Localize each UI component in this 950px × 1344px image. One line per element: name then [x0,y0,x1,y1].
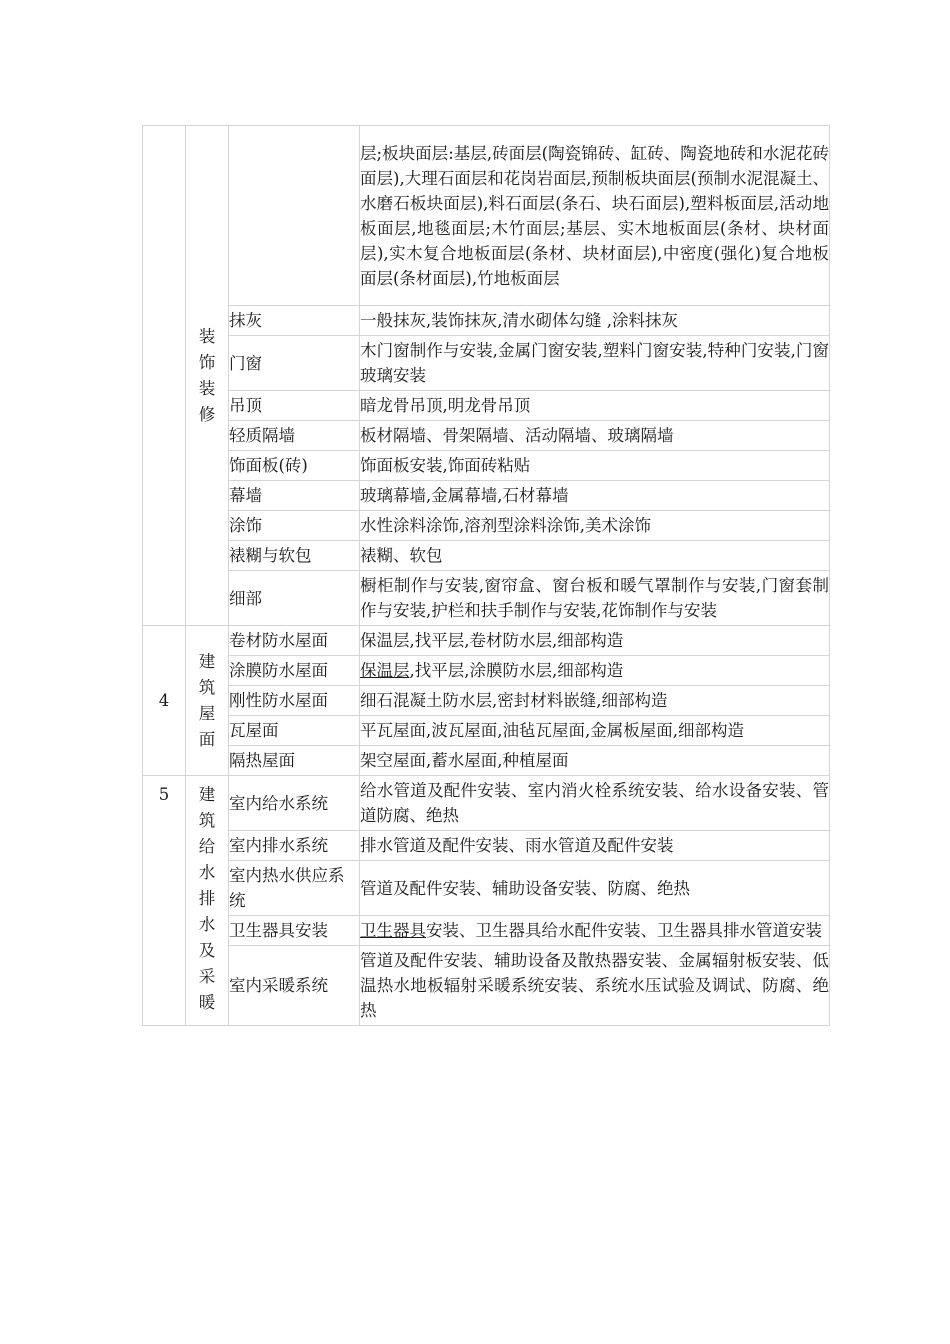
table-row [143,831,830,861]
subdivision-cell [229,126,360,306]
items-cell: 细石混凝土防水层,密封材料嵌缝,细部构造 [360,686,830,716]
table-row [143,126,830,306]
items-cell: 平瓦屋面,波瓦屋面,油毡瓦屋面,金属板屋面,细部构造 [360,716,830,746]
items-cell: 橱柜制作与安装,窗帘盒、窗台板和暖气罩制作与安装,门窗套制作与安装,护栏和扶手制作与安装,花饰制作与安装 [360,571,830,626]
items-cell: 一般抹灰,装饰抹灰,清水砌体勾缝 ,涂料抹灰 [360,306,830,336]
subdivision-cell: 轻质隔墙 [229,421,360,451]
division-number-cell: 4 [143,626,186,776]
item-text: 安装、卫生器具给水配件安装、卫生器具排水管道安装 [426,921,822,940]
subdivision-cell: 室内采暖系统 [229,946,360,1026]
subdivision-cell: 刚性防水屋面 [229,686,360,716]
items-cell: 板材隔墙、骨架隔墙、活动隔墙、玻璃隔墙 [360,421,830,451]
subdivision-cell: 室内热水供应系统 [229,861,360,916]
table-row [143,861,830,916]
items-cell: 架空屋面,蓄水屋面,种植屋面 [360,746,830,776]
items-cell: 层;板块面层:基层,砖面层(陶瓷锦砖、缸砖、陶瓷地砖和水泥花砖面层),大理石面层和花岗岩面层,预制板块面层(预制水泥混凝土、水磨石板块面层),料石面层(条石、块石面层),塑料板面层,活动地板面层,地毯面层;木竹面层;基层、实木地板面层(条材、块材面层),实木复合地板面层(条材、块材面层),中密度(强化)复合地板面层(条材面层),竹地板面层 [360,126,830,306]
table-row [143,421,830,451]
subdivision-cell: 室内排水系统 [229,831,360,861]
items-cell: 饰面板安装,饰面砖粘贴 [360,451,830,481]
construction-division-table [142,125,830,1026]
items-cell: 暗龙骨吊顶,明龙骨吊顶 [360,391,830,421]
division-number-cell: 5 [143,776,186,1026]
division-number-cell [143,126,186,626]
table-row [143,626,830,656]
underlined-text: 保温层 [360,661,410,680]
division-name-cell [186,126,229,626]
subdivision-cell: 瓦屋面 [229,716,360,746]
items-cell: 木门窗制作与安装,金属门窗安装,塑料门窗安装,特种门安装,门窗玻璃安装 [360,336,830,391]
table-row [143,776,830,831]
table-row [143,946,830,1026]
items-cell: 水性涂料涂饰,溶剂型涂料涂饰,美术涂饰 [360,511,830,541]
division-name-cell [186,626,229,776]
subdivision-cell: 幕墙 [229,481,360,511]
items-cell: 排水管道及配件安装、雨水管道及配件安装 [360,831,830,861]
table-row [143,391,830,421]
table-row [143,686,830,716]
subdivision-cell: 吊顶 [229,391,360,421]
table-row [143,336,830,391]
division-name: 装饰装修 [198,326,216,424]
items-cell: 管道及配件安装、辅助设备及散热器安装、金属辐射板安装、低温热水地板辐射采暖系统安装、系统水压试验及调试、防腐、绝热 [360,946,830,1026]
items-cell: 给水管道及配件安装、室内消火栓系统安装、给水设备安装、管道防腐、绝热 [360,776,830,831]
division-name: 建筑给水排水及采暖 [198,785,216,1012]
table-row [143,571,830,626]
table-row [143,511,830,541]
table-row [143,481,830,511]
subdivision-cell: 卫生器具安装 [229,916,360,946]
items-cell [360,656,830,686]
items-cell: 玻璃幕墙,金属幕墙,石材幕墙 [360,481,830,511]
table-row [143,916,830,946]
subdivision-cell: 细部 [229,571,360,626]
item-text: ,找平层,涂膜防水层,细部构造 [409,661,624,680]
underlined-text: 卫生器具 [360,921,426,940]
items-cell: 管道及配件安装、辅助设备安装、防腐、绝热 [360,861,830,916]
table-row [143,306,830,336]
items-cell [360,916,830,946]
division-name: 建筑屋面 [198,651,216,749]
subdivision-cell: 抹灰 [229,306,360,336]
subdivision-cell: 涂膜防水屋面 [229,656,360,686]
subdivision-cell: 门窗 [229,336,360,391]
table-row [143,656,830,686]
table-row [143,716,830,746]
subdivision-cell: 卷材防水屋面 [229,626,360,656]
subdivision-cell: 室内给水系统 [229,776,360,831]
items-cell: 保温层,找平层,卷材防水层,细部构造 [360,626,830,656]
division-name-cell [186,776,229,1026]
subdivision-cell: 饰面板(砖) [229,451,360,481]
items-cell: 裱糊、软包 [360,541,830,571]
subdivision-cell: 隔热屋面 [229,746,360,776]
table-row [143,451,830,481]
table-row [143,541,830,571]
table-row [143,746,830,776]
subdivision-cell: 裱糊与软包 [229,541,360,571]
subdivision-cell: 涂饰 [229,511,360,541]
